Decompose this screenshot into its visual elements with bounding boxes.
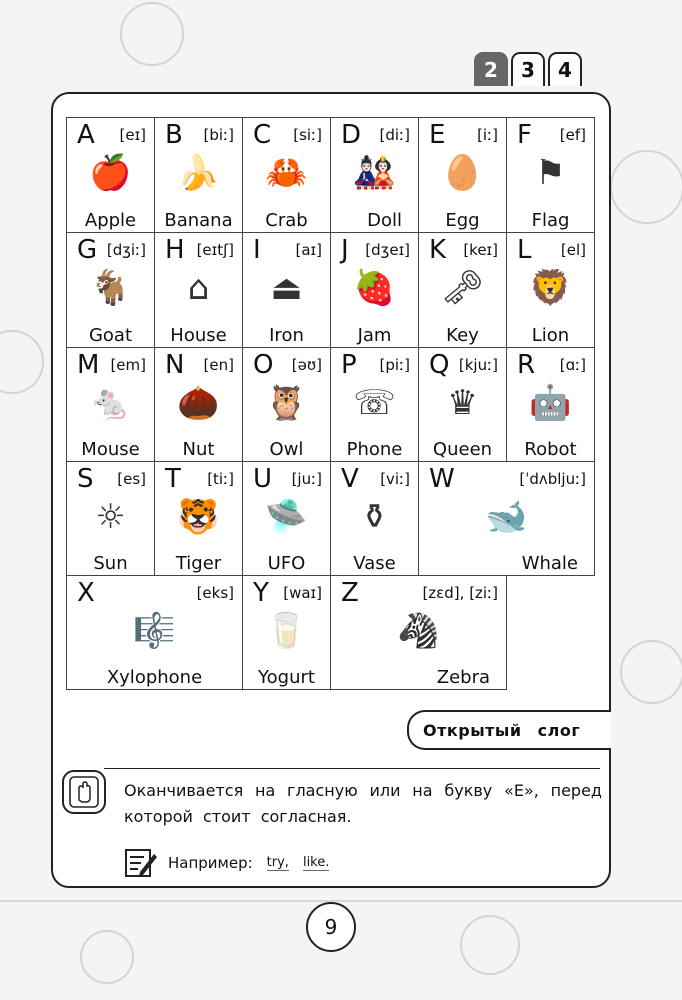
word: Mouse <box>81 439 140 460</box>
rule-hand-icon <box>62 770 106 814</box>
transcription: [tiː] <box>207 470 234 488</box>
letter: L <box>517 235 532 265</box>
flag-icon: ⚑ <box>535 153 566 193</box>
vase-icon: ⚱ <box>360 497 389 537</box>
tab-4[interactable]: 4 <box>548 52 582 86</box>
banana-icon: 🍌 <box>177 153 220 193</box>
letter: Q <box>429 350 450 380</box>
tiger-icon: 🐯 <box>177 497 220 537</box>
word: Yogurt <box>258 667 315 688</box>
letter-card-p <box>330 347 419 462</box>
letter-card-n <box>154 347 243 462</box>
letter: I <box>253 235 261 265</box>
letter: R <box>517 350 536 380</box>
transcription: [piː] <box>379 356 410 374</box>
letter: D <box>341 120 362 150</box>
mouse-icon: 🐁 <box>89 383 132 423</box>
letter: V <box>341 464 359 494</box>
section-title: Открытый слог <box>407 710 611 750</box>
transcription: [en] <box>203 356 234 374</box>
transcription: [dʒiː] <box>106 241 146 259</box>
example-row <box>124 846 329 880</box>
background-decoration <box>120 2 184 66</box>
letter-card-a <box>66 117 155 233</box>
word: Zebra <box>436 667 490 688</box>
owl-icon: 🦉 <box>265 383 308 423</box>
transcription: [waɪ] <box>283 584 322 602</box>
transcription: [eks] <box>196 584 234 602</box>
letter: G <box>77 235 98 265</box>
letter: W <box>429 464 455 494</box>
word: Iron <box>269 325 304 346</box>
background-decoration <box>0 330 44 394</box>
transcription: [eɪtʃ] <box>196 241 234 259</box>
doll-icon: 🎎 <box>353 153 396 193</box>
letter-card-u <box>242 461 331 576</box>
transcription: [siː] <box>293 126 322 144</box>
word: Flag <box>531 210 570 231</box>
letter: A <box>77 120 95 150</box>
word: Crab <box>265 210 308 231</box>
whale-icon: 🐋 <box>485 497 528 537</box>
queen-icon: ♛ <box>447 383 478 423</box>
letter: J <box>341 235 349 265</box>
alphabet-table <box>66 117 594 689</box>
letter-card-b <box>154 117 243 233</box>
background-decoration <box>610 150 682 224</box>
letter-card-d <box>330 117 419 233</box>
letter: F <box>517 120 532 150</box>
letter-card-z <box>330 575 507 690</box>
word: Nut <box>182 439 215 460</box>
transcription: [iː] <box>477 126 498 144</box>
transcription: [dʒeɪ] <box>365 241 410 259</box>
letter-card-j <box>330 232 419 348</box>
ufo-icon: 🛸 <box>265 497 308 537</box>
transcription: [ɑː] <box>559 356 586 374</box>
word: Tiger <box>175 553 222 574</box>
letter-card-y <box>242 575 331 690</box>
transcription: [keɪ] <box>463 241 498 259</box>
letter-card-c <box>242 117 331 233</box>
word: House <box>170 325 227 346</box>
letter-card-w <box>418 461 595 576</box>
letter-card-e <box>418 117 507 233</box>
letter-card-t <box>154 461 243 576</box>
word: Doll <box>367 210 402 231</box>
robot-icon: 🤖 <box>529 383 572 423</box>
letter: N <box>165 350 185 380</box>
word: Goat <box>88 325 133 346</box>
word: Lion <box>531 325 570 346</box>
letter: O <box>253 350 274 380</box>
apple-icon: 🍎 <box>89 153 132 193</box>
word: Apple <box>84 210 137 231</box>
letter: E <box>429 120 446 150</box>
letter-card-l <box>506 232 595 348</box>
letter: T <box>165 464 181 494</box>
example-word-like: like. <box>302 855 330 870</box>
word: Jam <box>357 325 392 346</box>
zebra-icon: 🦓 <box>397 611 440 651</box>
tab-2[interactable]: 2 <box>474 52 508 86</box>
transcription: [biː] <box>203 126 234 144</box>
background-decoration <box>620 640 682 704</box>
word: Queen <box>432 439 493 460</box>
letter: M <box>77 350 100 380</box>
letter: Z <box>341 578 359 608</box>
transcription: [ef] <box>559 126 586 144</box>
letter: C <box>253 120 272 150</box>
egg-icon: 🥚 <box>441 153 484 193</box>
goat-icon: 🐐 <box>89 268 132 308</box>
transcription: [kjuː] <box>458 356 498 374</box>
word: Robot <box>524 439 577 460</box>
tab-3[interactable]: 3 <box>511 52 545 86</box>
transcription: [es] <box>117 470 146 488</box>
letter-card-x <box>66 575 243 690</box>
transcription: [em] <box>110 356 146 374</box>
letter-card-g <box>66 232 155 348</box>
background-decoration <box>0 900 682 902</box>
transcription: [diː] <box>379 126 410 144</box>
example-word-try: try, <box>266 855 289 870</box>
letter-card-f <box>506 117 595 233</box>
letter-card-o <box>242 347 331 462</box>
transcription: [el] <box>560 241 586 259</box>
letter: H <box>165 235 185 265</box>
nut-icon: 🌰 <box>177 383 220 423</box>
letter-card-v <box>330 461 419 576</box>
transcription: [ˈdʌbljuː] <box>519 470 586 488</box>
word: Whale <box>521 553 578 574</box>
word: Key <box>446 325 479 346</box>
transcription: [eɪ] <box>119 126 146 144</box>
page-number: 9 <box>306 902 356 952</box>
rule-text: Оканчивается на гласную или на букву «E», перед которой стоит согласная. <box>124 781 602 826</box>
letter: B <box>165 120 183 150</box>
crab-icon: 🦀 <box>265 153 308 193</box>
transcription: [əʊ] <box>291 356 322 374</box>
yogurt-icon: 🥛 <box>265 611 308 651</box>
transcription: [aɪ] <box>295 241 322 259</box>
letter-card-h <box>154 232 243 348</box>
transcription: [viː] <box>380 470 410 488</box>
sun-icon: ☼ <box>95 497 126 537</box>
transcription: [juː] <box>291 470 322 488</box>
iron-icon: ⏏ <box>270 268 303 308</box>
letter: U <box>253 464 273 494</box>
word: UFO <box>267 553 306 574</box>
word: Vase <box>353 553 396 574</box>
phone-icon: ☏ <box>353 383 396 423</box>
lion-icon: 🦁 <box>529 268 572 308</box>
letter: S <box>77 464 94 494</box>
word: Phone <box>346 439 403 460</box>
house-icon: ⌂ <box>187 268 210 308</box>
jam-icon: 🍓 <box>353 268 396 308</box>
letter-card-q <box>418 347 507 462</box>
letter: Y <box>253 578 269 608</box>
word: Xylophone <box>106 667 203 688</box>
letter-card-m <box>66 347 155 462</box>
word: Sun <box>93 553 128 574</box>
key-icon: 🗝 <box>440 268 485 308</box>
letter: K <box>429 235 447 265</box>
transcription: [zɛd], [ziː] <box>422 584 498 602</box>
letter-card-k <box>418 232 507 348</box>
word: Owl <box>269 439 304 460</box>
letter-card-i <box>242 232 331 348</box>
word: Banana <box>164 210 233 231</box>
background-decoration <box>460 915 520 975</box>
word: Egg <box>445 210 480 231</box>
xylophone-icon: 🎼 <box>133 611 176 651</box>
chapter-tabs <box>474 52 582 86</box>
letter-card-s <box>66 461 155 576</box>
letter-card-r <box>506 347 595 462</box>
divider <box>104 768 600 769</box>
letter: X <box>77 578 95 608</box>
letter: P <box>341 350 357 380</box>
pencil-note-icon <box>124 848 158 878</box>
background-decoration <box>80 930 134 984</box>
example-label: Например: <box>168 854 253 872</box>
